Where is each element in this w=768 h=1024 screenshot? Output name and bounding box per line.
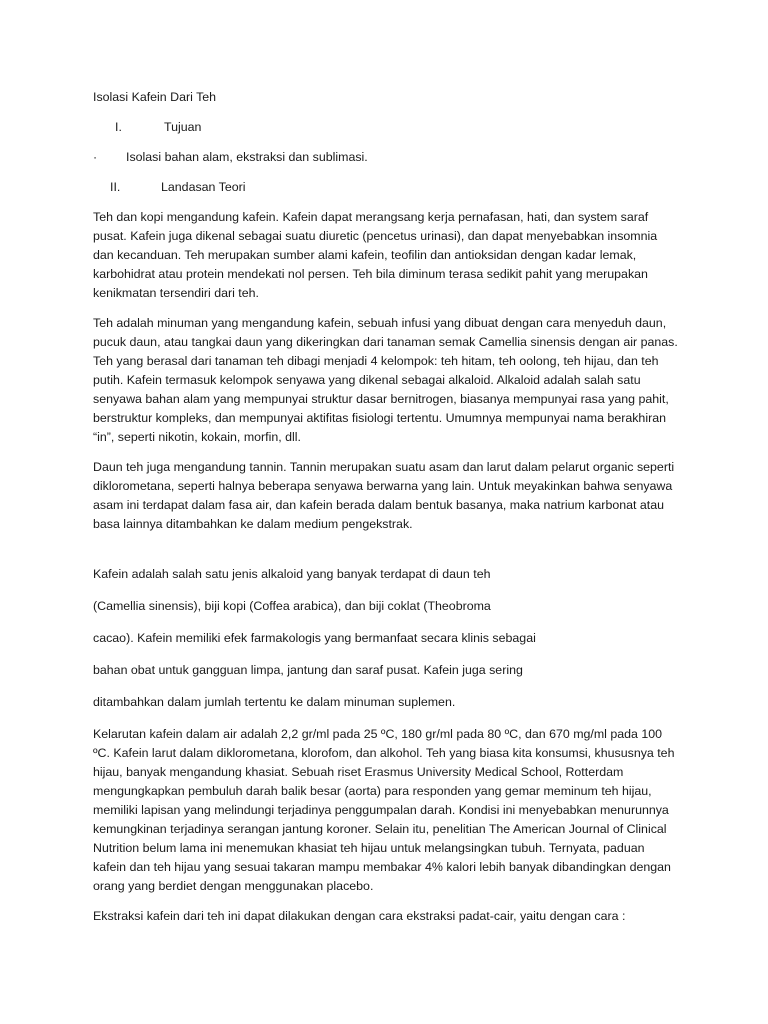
section-title: Landasan Teori xyxy=(161,180,246,194)
text-line: Kafein adalah salah satu jenis alkaloid yang banyak terdapat di daun teh xyxy=(93,567,491,581)
paragraph: Teh dan kopi mengandung kafein. Kafein dapat merangsang kerja pernafasan, hati, dan system saraf pusat. Kafein juga dikenal sebagai suatu diuretic (pencetus urinasi), dan dapat menyebabkan insomnia dan kecanduan. Teh merupakan sumber alami kafein, teofilin dan antioksidan dengan kadar lemak, karbohidrat atau protein mendekati nol persen. Teh bila diminum terasa sedikit pahit yang merupakan kenikmatan tersendiri dari teh. xyxy=(93,210,658,300)
paragraph: Teh adalah minuman yang mengandung kafein, sebuah infusi yang dibuat dengan cara menyeduh daun, pucuk daun, atau tangkai daun yang dikeringkan dari tanaman semak Camellia sinensis dengan air panas. Teh yang berasal dari tanaman teh dibagi menjadi 4 kelompok: teh hitam, teh oolong, teh hijau, dan teh putih. Kafein termasuk kelompok senyawa yang dikenal sebagai alkaloid. Alkaloid adalah salah satu senyawa bahan alam yang mempunyai struktur dasar bernitrogen, biasanya mempunyai rasa yang pahit, berstruktur kompleks, dan mempunyai aktifitas fisiologi tertentu. Umumnya mempunyai nama berakhiran “in”, seperti nikotin, kokain, morfin, dll. xyxy=(93,316,678,444)
section-number: II. xyxy=(110,180,121,194)
section-number: I. xyxy=(115,120,122,134)
text-line: (Camellia sinensis), biji kopi (Coffea arabica), dan biji coklat (Theobroma xyxy=(93,599,491,613)
paragraph: Ekstraksi kafein dari teh ini dapat dilakukan dengan cara ekstraksi padat-cair, yaitu dengan cara : xyxy=(93,909,626,923)
text-line: ditambahkan dalam jumlah tertentu ke dalam minuman suplemen. xyxy=(93,695,456,709)
section-heading-tujuan xyxy=(93,118,679,137)
document-title: Isolasi Kafein Dari Teh xyxy=(93,90,217,104)
bullet-item xyxy=(93,148,679,167)
section-title: Tujuan xyxy=(164,120,202,134)
paragraph: Kelarutan kafein dalam air adalah 2,2 gr/ml pada 25 ºC, 180 gr/ml pada 80 ºC, dan 670 mg/ml pada 100 ºC. Kafein larut dalam diklorometana, klorofom, dan alkohol. Teh yang biasa kita konsumsi, khususnya teh hijau, banyak mengandung khasiat. Sebuah riset Erasmus University Medical School, Rotterdam mengungkapkan pembuluh darah balik besar (aorta) para responden yang gemar meminum teh hijau, memiliki lapisan yang melindungi terjadinya penggumpalan darah. Kondisi ini menyebabkan menurunnya kemungkinan terjadinya serangan jantung koroner. Selain itu, penelitian The American Journal of Clinical Nutrition belum lama ini menemukan khasiat teh hijau untuk melangsingkan tubuh. Ternyata, paduan kafein dan teh hijau yang sesuai takaran mampu membakar 4% kalori lebih banyak dibandingkan dengan orang yang berdiet dengan menggunakan placebo. xyxy=(93,727,675,893)
paragraph: Daun teh juga mengandung tannin. Tannin merupakan suatu asam dan larut dalam pelarut organic seperti diklorometana, seperti halnya beberapa senyawa berwarna yang lain. Untuk meyakinkan bahwa senyawa asam ini terdapat dalam fasa air, dan kafein berada dalam bentuk basanya, maka natrium karbonat atau basa lainnya ditambahkan ke dalam medium pengekstrak. xyxy=(93,460,675,531)
text-line: cacao). Kafein memiliki efek farmakologis yang bermanfaat secara klinis sebagai xyxy=(93,631,536,645)
document-body xyxy=(93,88,679,937)
bullet-text: Isolasi bahan alam, ekstraksi dan sublimasi. xyxy=(126,150,368,164)
text-line: bahan obat untuk gangguan limpa, jantung dan saraf pusat. Kafein juga sering xyxy=(93,663,523,677)
section-heading-landasan-teori xyxy=(93,178,679,197)
blank-space xyxy=(93,545,679,565)
bullet-marker: · xyxy=(93,150,98,164)
